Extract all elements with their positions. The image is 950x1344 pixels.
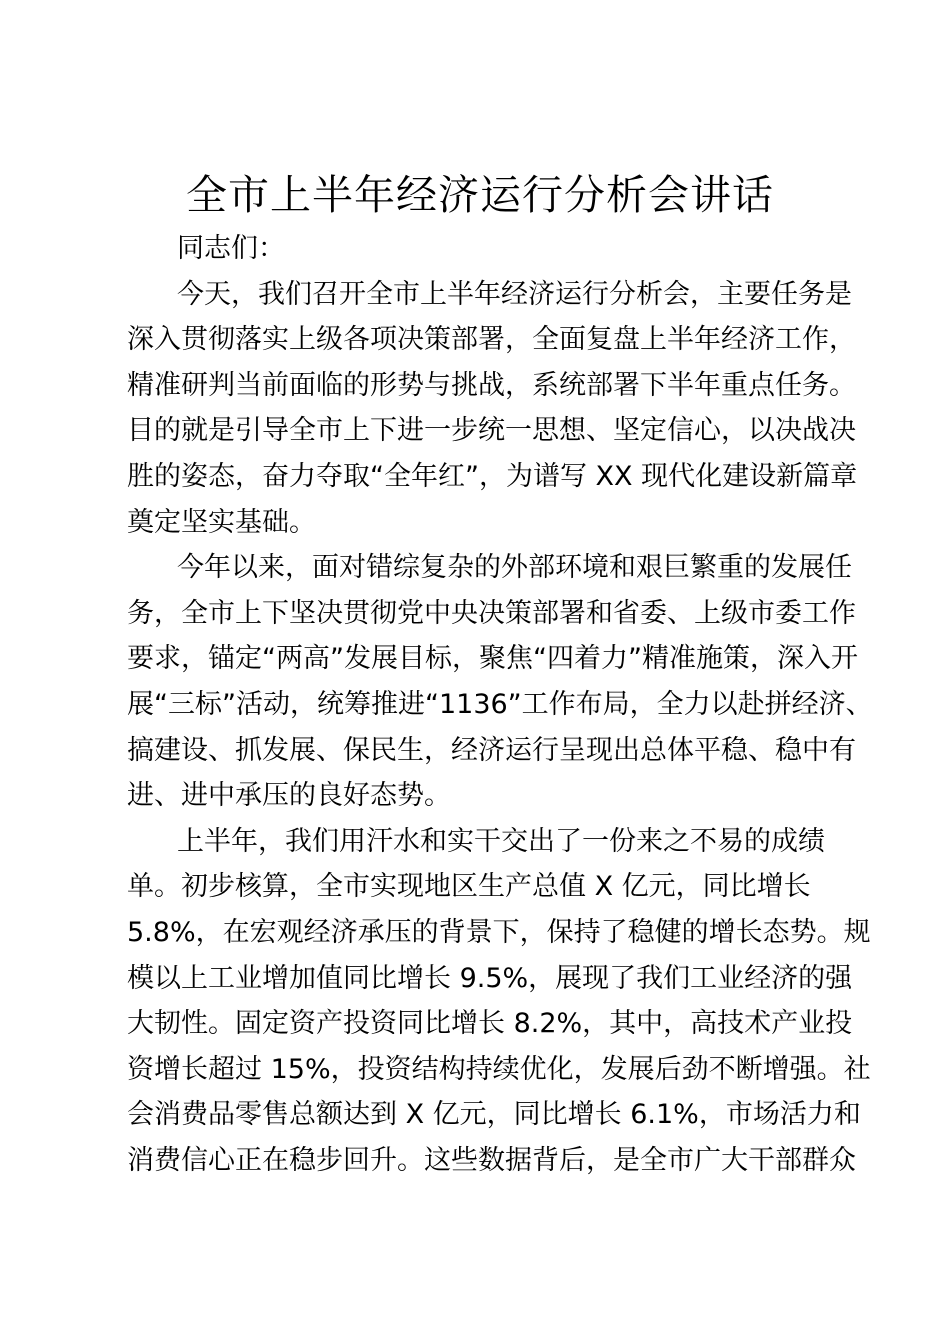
paragraph-3-line-8: 消费信心正在稳步回升。这些数据背后，是全市广大干部群众 <box>127 1144 856 1176</box>
salutation-line: 同志们： <box>177 233 285 264</box>
paragraph-1-line-2: 深入贯彻落实上级各项决策部署，全面复盘上半年经济工作， <box>127 324 856 356</box>
paragraph-3-line-1: 上半年，我们用汗水和实干交出了一份来之不易的成绩 <box>177 825 825 857</box>
paragraph-3-line-3: 5.8%，在宏观经济承压的背景下，保持了稳健的增长态势。规 <box>127 916 871 948</box>
paragraph-2-line-1: 今年以来，面对错综复杂的外部环境和艰巨繁重的发展任 <box>177 552 852 584</box>
paragraph-1-line-3: 精准研判当前面临的形势与挑战，系统部署下半年重点任务。 <box>127 369 856 401</box>
document-title: 全市上半年经济运行分析会讲话 <box>186 171 774 219</box>
paragraph-3-line-4: 模以上工业增加值同比增长 9.5%，展现了我们工业经济的强 <box>127 962 853 994</box>
paragraph-2-line-2: 务，全市上下坚决贯彻党中央决策部署和省委、上级市委工作 <box>127 597 856 629</box>
paragraph-2-line-4: 展“三标”活动，统筹推进“1136”工作布局，全力以赴拼经济、 <box>127 688 873 720</box>
paragraph-1-line-6: 奠定坚实基础。 <box>127 506 316 538</box>
paragraph-3-line-6: 资增长超过 15%，投资结构持续优化，发展后劲不断增强。社 <box>127 1053 871 1085</box>
paragraph-3-line-5: 大韧性。固定资产投资同比增长 8.2%，其中，高技术产业投 <box>127 1008 853 1040</box>
paragraph-2-line-3: 要求，锚定“两高”发展目标，聚焦“四着力”精准施策，深入开 <box>127 643 858 675</box>
paragraph-1-line-5: 胜的姿态，奋力夺取“全年红”，为谱写 XX 现代化建设新篇章 <box>127 460 858 492</box>
paragraph-1-line-1: 今天，我们召开全市上半年经济运行分析会，主要任务是 <box>177 278 852 310</box>
paragraph-2-line-5: 搞建设、抓发展、保民生，经济运行呈现出总体平稳、稳中有 <box>127 734 856 766</box>
paragraph-2-line-6: 进、进中承压的良好态势。 <box>127 780 451 812</box>
paragraph-3-line-2: 单。初步核算，全市实现地区生产总值 X 亿元，同比增长 <box>127 871 811 903</box>
paragraph-3-line-7: 会消费品零售总额达到 X 亿元，同比增长 6.1%，市场活力和 <box>127 1099 861 1131</box>
document-body <box>127 226 873 1183</box>
paragraph-1-line-4: 目的就是引导全市上下进一步统一思想、坚定信心，以决战决 <box>127 415 856 447</box>
